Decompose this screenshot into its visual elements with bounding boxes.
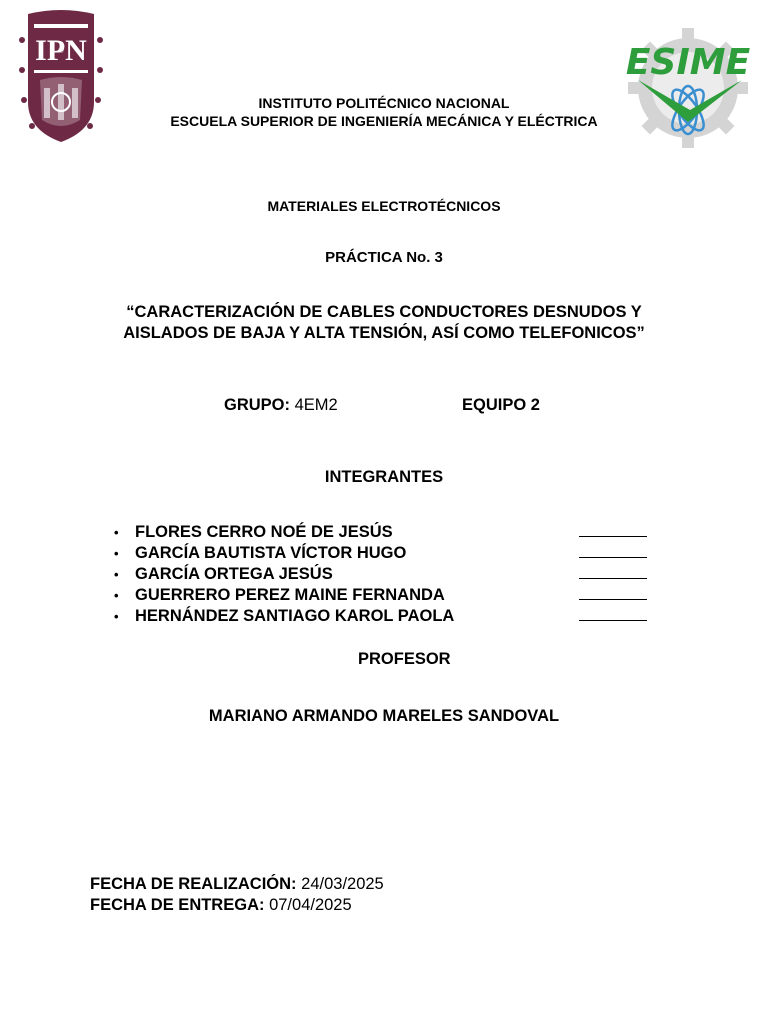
delivery-date [90,895,352,916]
professor-name: MARIANO ARMANDO MARELES SANDOVAL [208,707,560,725]
group-info [224,395,338,416]
subject-title: MATERIALES ELECTROTÉCNICOS [267,198,501,214]
list-item [114,543,674,564]
bullet-icon: • [114,546,119,561]
bullet-icon: • [114,588,119,603]
signature-line [579,566,647,579]
signature-line [579,524,647,537]
list-item [114,606,674,627]
signature-line [579,545,647,558]
report-title-line2: AISLADOS DE BAJA Y ALTA TENSIÓN, ASÍ COMO TELEFONICOS” [123,324,645,342]
realization-value: 24/03/2025 [301,875,384,893]
member-name: FLORES CERRO NOÉ DE JESÚS [135,523,393,541]
delivery-label: FECHA DE ENTREGA: [90,896,265,914]
school-name: ESCUELA SUPERIOR DE INGENIERÍA MECÁNICA Y ELÉCTRICA [170,113,598,129]
signature-line [579,608,647,621]
list-item [114,522,674,543]
bullet-icon: • [114,567,119,582]
practice-number: PRÁCTICA No. 3 [325,249,443,266]
professor-heading: PROFESOR [358,650,451,668]
list-item [114,564,674,585]
members-list [114,522,674,632]
group-label: GRUPO: [224,396,290,414]
realization-date [90,874,384,895]
institution-name: INSTITUTO POLITÉCNICO NACIONAL [258,95,510,111]
member-name: GARCÍA ORTEGA JESÚS [135,565,333,583]
member-name: GUERRERO PEREZ MAINE FERNANDA [135,586,445,604]
bullet-icon: • [114,609,119,624]
members-heading: INTEGRANTES [324,468,444,486]
signature-line [579,587,647,600]
bullet-icon: • [114,525,119,540]
group-value: 4EM2 [294,396,338,414]
ipn-logo-text: IPN [35,34,87,67]
esime-logo [622,18,754,152]
list-item [114,585,674,606]
esime-gear-icon [622,18,754,152]
realization-label: FECHA DE REALIZACIÓN: [90,875,297,893]
esime-logo-text: ESIME [625,42,751,83]
delivery-value: 07/04/2025 [269,896,352,914]
member-name: GARCÍA BAUTISTA VÍCTOR HUGO [135,544,407,562]
member-name: HERNÁNDEZ SANTIAGO KAROL PAOLA [135,607,455,625]
report-title-line1: “CARACTERIZACIÓN DE CABLES CONDUCTORES DESNUDOS Y [126,303,642,321]
team-label: EQUIPO 2 [462,396,540,414]
